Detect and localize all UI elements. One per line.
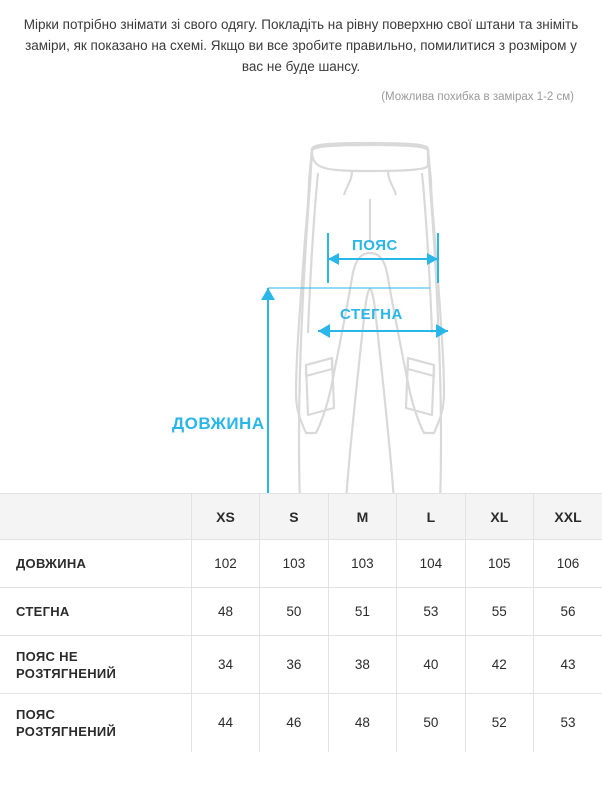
table-row xyxy=(0,540,602,588)
cell-waist-relaxed-xxl: 43 xyxy=(534,636,602,694)
cell-length-m: 103 xyxy=(328,540,396,588)
cell-hips-xxl: 56 xyxy=(534,588,602,636)
intro-paragraph: Мірки потрібно знімати зі свого одягу. Покладіть на рівну поверхню свої штани та зніміть заміри, як показано на схемі. Якщо ви все зробите правильно, помилитися з розміром у вас не буде шансу. xyxy=(23,17,579,74)
cell-length-l: 104 xyxy=(397,540,465,588)
cell-waist-relaxed-xs: 34 xyxy=(191,636,259,694)
measurement-diagram xyxy=(0,103,602,493)
row-label-waist-stretched xyxy=(0,694,191,752)
row-label-line1: ПОЯС xyxy=(16,706,56,722)
intro-section xyxy=(0,0,602,103)
cell-hips-s: 50 xyxy=(260,588,328,636)
column-header-xxl: XXL xyxy=(534,494,602,540)
cell-hips-l: 53 xyxy=(397,588,465,636)
cell-hips-m: 51 xyxy=(328,588,396,636)
length-label: ДОВЖИНА xyxy=(172,414,265,433)
cell-waist-stretched-l: 50 xyxy=(397,694,465,752)
cell-waist-stretched-xs: 44 xyxy=(191,694,259,752)
hips-measure-arrow xyxy=(318,324,448,338)
cell-hips-xl: 55 xyxy=(465,588,533,636)
column-header-s: S xyxy=(260,494,328,540)
column-header-xl: XL xyxy=(465,494,533,540)
size-table xyxy=(0,493,602,752)
table-row xyxy=(0,588,602,636)
column-header-l: L xyxy=(397,494,465,540)
hips-label: СТЕГНА xyxy=(340,306,403,323)
cell-waist-relaxed-xl: 42 xyxy=(465,636,533,694)
cell-length-s: 103 xyxy=(260,540,328,588)
row-label-length: ДОВЖИНА xyxy=(0,540,191,588)
row-label-line1: ПОЯС НЕ xyxy=(16,648,78,664)
cell-waist-relaxed-m: 38 xyxy=(328,636,396,694)
column-header-xs: XS xyxy=(191,494,259,540)
row-label-waist-relaxed xyxy=(0,636,191,694)
pants-schematic xyxy=(0,103,602,493)
cell-waist-stretched-m: 48 xyxy=(328,694,396,752)
row-label-line2: РОЗТЯГНЕНИЙ xyxy=(16,723,117,739)
waist-label: ПОЯС xyxy=(352,237,398,254)
cell-hips-xs: 48 xyxy=(191,588,259,636)
intro-note: (Можлива похибка в замірах 1-2 см) xyxy=(381,91,574,103)
cell-length-xl: 105 xyxy=(465,540,533,588)
cell-waist-stretched-xl: 52 xyxy=(465,694,533,752)
cell-waist-relaxed-l: 40 xyxy=(397,636,465,694)
table-row xyxy=(0,636,602,694)
cell-waist-stretched-xxl: 53 xyxy=(534,694,602,752)
row-label-line2: РОЗТЯГНЕНИЙ xyxy=(16,665,117,681)
column-header-m: M xyxy=(328,494,396,540)
cell-length-xxl: 106 xyxy=(534,540,602,588)
table-corner-cell xyxy=(0,494,191,540)
table-row xyxy=(0,694,602,752)
table-header-row xyxy=(0,494,602,540)
cell-waist-stretched-s: 46 xyxy=(260,694,328,752)
cell-waist-relaxed-s: 36 xyxy=(260,636,328,694)
row-label-hips: СТЕГНА xyxy=(0,588,191,636)
cell-length-xs: 102 xyxy=(191,540,259,588)
